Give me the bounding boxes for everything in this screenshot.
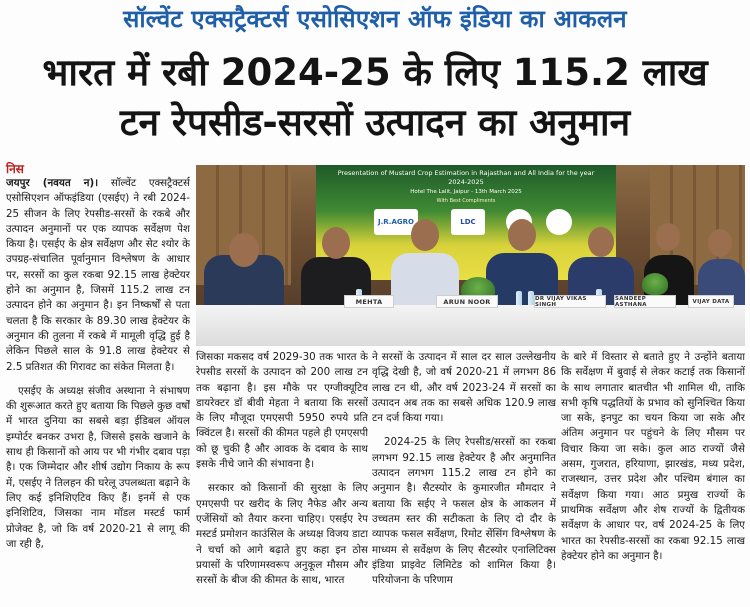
dateline: जयपुर (नवयत न)। (6, 177, 99, 189)
headline-line-2: टन रेपसीड-सरसों उत्पादन का अनुमान (119, 101, 631, 144)
ldc-logo: LDC (451, 209, 485, 235)
article-column-4 (561, 350, 745, 604)
paragraph: एसईए के अध्यक्ष संजीव अस्थाना ने संभाषण की शुरूआत करते हुए बताया कि पिछले कुछ वर्षों में भारत दुनिया का सबसे बड़ा ईडिबल ऑयल इम्पोर्टर बनकर उभरा है, जिससे इसके खजाने के साथ ही किसानों को आय पर भी गंभीर दबाव पड़ा है। एक जिम्मेदार और शीर्ष उद्योग निकाय के रूप में, एसईए ने तिलहन की घरेलू उपलब्धता बढ़ाने के लिए कई इनिशिएटिव किए हैं। इनमें से एक इनिशिटिव, जिसका नाम मॉडल मस्टर्ड फार्म प्रोजेक्ट है, जो कि वर्ष 2020-21 से लागू की जा रही है, (6, 384, 190, 550)
jr-agro-logo: J.R.AGRO (374, 209, 418, 235)
table-plant (642, 273, 668, 295)
banner-venue: Hotel The Lalit, Jaipur - 13th March 2025 (410, 189, 522, 195)
article-column-2 (196, 350, 368, 604)
article-column-1 (6, 176, 190, 604)
article-column-3 (372, 350, 556, 604)
paragraph: के बारे में विस्तार से बताते हुए ने उन्होंने बताया कि सर्वेक्षण में बुवाई से लेकर कटाई तक किसानों के साथ लगातार बातचीत भी शामिल थी, ताकि सभी कृषि पद्धतियों के प्रभाव को सुनिश्चित किया जा सके, इनपुट का चयन किया जा सके और अंतिम अनुमान पर पहुंचने के लिए मौसम पर विचार किया जा सके। कुल आठ राज्यों जैसे असम, गुजरात, हरियाणा, झारखंड, मध्य प्रदेश, राजस्थान, उत्तर प्रदेश और पश्चिम बंगाल का सर्वेक्षण किया गया। आठ प्रमुख राज्यों के प्राथमिक सर्वेक्षण और शेष राज्यों के द्वितीयक सर्वेक्षण के आधार पर, वर्ष 2024-25 के लिए भारत का रेपसीड-सरसों का रकबा 92.15 लाख हेक्टेयर होने का अनुमान है। (561, 351, 745, 562)
nameplate: VIJAY DATA (688, 295, 734, 308)
paragraph: ने सरसों के उत्पादन में साल दर साल उल्लेखनीय वृद्धि देखी है, जो वर्ष 2020-21 में लगभग 86 लाख टन थी, और वर्ष 2023-24 में सरसों का उत्पादन अब तक का सबसे अधिक 120.9 लाख टन दर्ज किया गया। (372, 351, 556, 425)
headline-line-1: भारत में रबी 2024-25 के लिए 115.2 लाख (42, 51, 708, 94)
banner-title: Presentation of Mustard Crop Estimation in Rajasthan and All India for the year 2024-2025 (337, 169, 595, 186)
event-photo (196, 165, 745, 346)
paragraph: जिसका मकसद वर्ष 2029-30 तक भारत के रेपसीड सरसों के उत्पादन को 200 लाख टन तक बढ़ाना है। इस मौके पर एग्जीक्यूटिव डायरेक्टर डॉ बीवी मेहता ने बताया कि सरसों के लिए मौजूदा एमएसपी 5950 रुपये प्रति क्विंटल है। सरसों की कीमत पहले ही एमएसपी को छू चुकी है और आवक के दबाव के साथ इसके नीचे जाने की संभावना है। (196, 351, 368, 471)
conference-table (196, 305, 745, 346)
banner-subtitle: With Best Compliments (436, 198, 496, 204)
paragraph (6, 176, 190, 375)
nameplate: ARUN NOOR (436, 295, 498, 308)
kicker-heading: सॉल्वेंट एक्सट्रैक्टर्स एसोसिएशन ऑफ इंडिया का आकलन (123, 5, 627, 33)
paragraph-text: सॉल्वेंट एक्सट्रैक्टर्स एसोसिएशन ऑफइंडिया (एसईए) ने रबी 2024-25 सीजन के लिए रेपसीड-सरसों के रकबे और उत्पादन अनुमानों पर एक व्यापक सर्वेक्षण पेश किया है। एसईए के क्षेत्र सर्वेक्षण और सेट श्योर के उपग्रह-संचालित पूर्वानुमान विश्लेषण के आधार पर, सरसों का कुल रकबा 92.15 लाख हेक्टेयर होने का अनुमान है, जिसमें 115.2 लाख टन उत्पादन होने का अनुमान है। इन निष्कर्षों से पता चलता है कि सरकार के 89.30 लाख हेक्टेयर के अनुमान की तुलना में रकबे में मामूली वृद्धि हुई है लेकिन पिछले साल के 91.8 लाख हेक्टेयर से 2.5 प्रतिशत की गिरावट का संकेत मिलता है। (6, 177, 190, 373)
nameplate: SANDEEP ASTHANA (614, 295, 676, 308)
paragraph: सरकार को किसानों की सुरक्षा के लिए एमएसपी पर खरीद के लिए नैफेड और अन्य एजेंसियों को तैयार करना चाहिए। एसईए रेप मस्टर्ड प्रमोशन काउंसिल के अध्यक्ष विजय डाटा ने चर्चा को आगे बढ़ाते हुए कहा इन ठोस प्रयासों के परिणामस्वरूप अनुकूल मौसम और सरसों के बीज की कीमत के साथ, भारत (196, 482, 368, 587)
nameplate: DR VIJAY VIKAS SINGH (534, 295, 606, 308)
nameplate: MEHTA (344, 295, 394, 308)
byline-tag: निस (6, 162, 24, 176)
partner-logo-icon (546, 209, 572, 235)
paragraph: 2024-25 के लिए रेपसीड/सरसों का रकबा लगभग 92.15 लाख हेक्टेयर है और अनुमानित उत्पादन लगभग 115.2 लाख टन होने का अनुमान है। सैटस्योर के कुमारजीत मौमदार ने बताया कि सईए ने फसल क्षेत्र के आकलन में उच्चतम स्तर की सटीकता के लिए दो दौर के व्यापक फसल सर्वेक्षण, रिमोट सेंसिंग विश्लेषण के माध्यम से सर्वेक्षण के लिए सैटस्योर एनालिटिक्स इंडिया प्राइवेट लिमिटेड को शामिल किया है। परियोजना के परिणाम (372, 436, 556, 587)
headline (0, 48, 750, 148)
